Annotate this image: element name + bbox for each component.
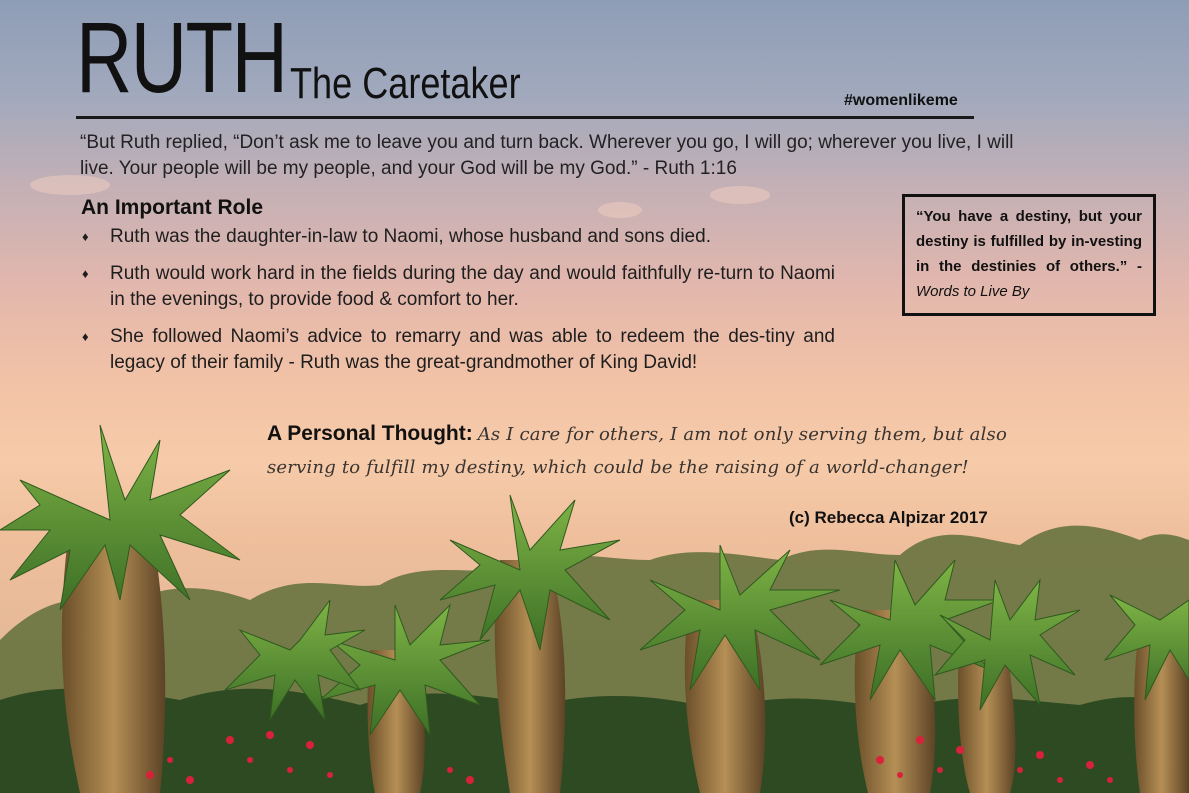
important-role-list bbox=[80, 224, 835, 387]
copyright-notice: (c) Rebecca Alpizar 2017 bbox=[789, 508, 988, 527]
diamond-bullet-icon: ♦ bbox=[82, 266, 89, 281]
list-item-text: Ruth would work hard in the fields during the day and would faithfully re-turn to Naomi in the evenings, to provide food & comfort to her. bbox=[110, 263, 835, 310]
quote-box bbox=[902, 194, 1156, 316]
quote-text: “You have a destiny, but your destiny is fulfilled by in-vesting in the destinies of others.” - bbox=[916, 208, 1142, 275]
list-item bbox=[80, 324, 835, 376]
important-role-heading: An Important Role bbox=[81, 196, 263, 219]
scripture-verse: “But Ruth replied, “Don’t ask me to leave you and turn back. Wherever you go, I will go; wherever you live, I will live. Your people will be my people, and your God will be my God.” - Ruth 1:16 bbox=[80, 132, 1014, 179]
personal-thought-text: As I care for others, I am not only serving them, but also serving to fulfill my destiny, which could be the raising of a world-changer! bbox=[267, 424, 1008, 478]
list-item-text: She followed Naomi’s advice to remarry and was able to redeem the des-tiny and legacy of their family - Ruth was the great-grandmother of King David! bbox=[110, 326, 835, 373]
title-subtitle: The Caretaker bbox=[290, 59, 521, 108]
list-item-text: Ruth was the daughter-in-law to Naomi, whose husband and sons died. bbox=[110, 226, 711, 247]
hashtag: #womenlikeme bbox=[844, 92, 958, 109]
list-item bbox=[80, 224, 835, 250]
diamond-bullet-icon: ♦ bbox=[82, 329, 89, 344]
diamond-bullet-icon: ♦ bbox=[82, 229, 89, 244]
quote-attribution: Words to Live By bbox=[916, 283, 1030, 300]
personal-thought bbox=[267, 418, 1057, 484]
personal-thought-label: A Personal Thought: bbox=[267, 422, 473, 445]
list-item bbox=[80, 261, 835, 313]
title-divider bbox=[76, 116, 974, 119]
title-name: RUTH bbox=[76, 2, 287, 114]
